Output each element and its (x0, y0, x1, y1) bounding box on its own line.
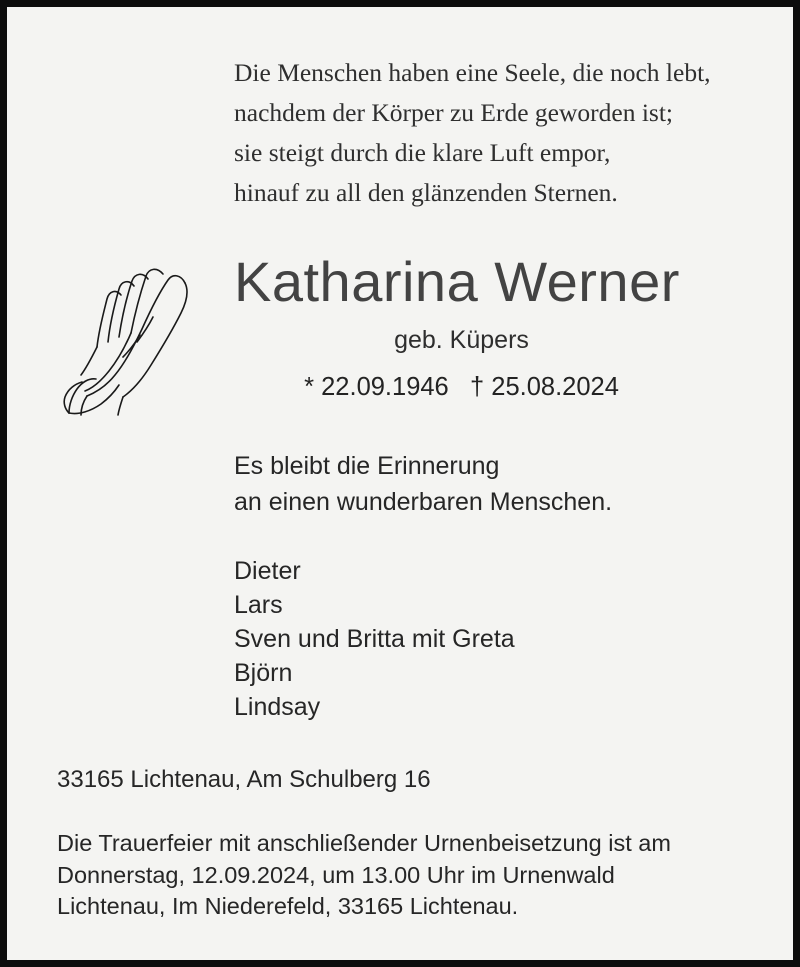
obituary-inner (7, 7, 793, 960)
name-block (234, 251, 763, 402)
maiden-name: geb. Küpers (394, 325, 529, 354)
list-item: Sven und Britta mit Greta (234, 625, 515, 654)
service-info: Die Trauerfeier mit anschließender Urnenbeisetzung ist am Donnerstag, 12.09.2024, um 13.00 Uhr im Urnenwald Lichtenau, Im Niederefeld, 33165 Lichtenau. (57, 830, 671, 919)
praying-hands-icon (35, 239, 195, 419)
address-line: 33165 Lichtenau, Am Schulberg 16 (57, 766, 431, 794)
survivors-list (234, 554, 763, 724)
life-dates: * 22.09.1946 † 25.08.2024 (304, 372, 619, 401)
list-item: Björn (234, 659, 293, 688)
poem-text: Die Menschen haben eine Seele, die noch lebt, nachdem der Körper zu Erde geworden ist; sie steigt durch die klare Luft empor, hinauf zu all den glänzenden Sternen. (234, 58, 711, 208)
deceased-name: Katharina Werner (234, 250, 680, 314)
list-item: Lindsay (234, 693, 321, 722)
list-item: Dieter (234, 557, 301, 586)
list-item: Lars (234, 591, 283, 620)
memory-text: Es bleibt die Erinnerung an einen wunderbaren Menschen. (234, 451, 613, 517)
